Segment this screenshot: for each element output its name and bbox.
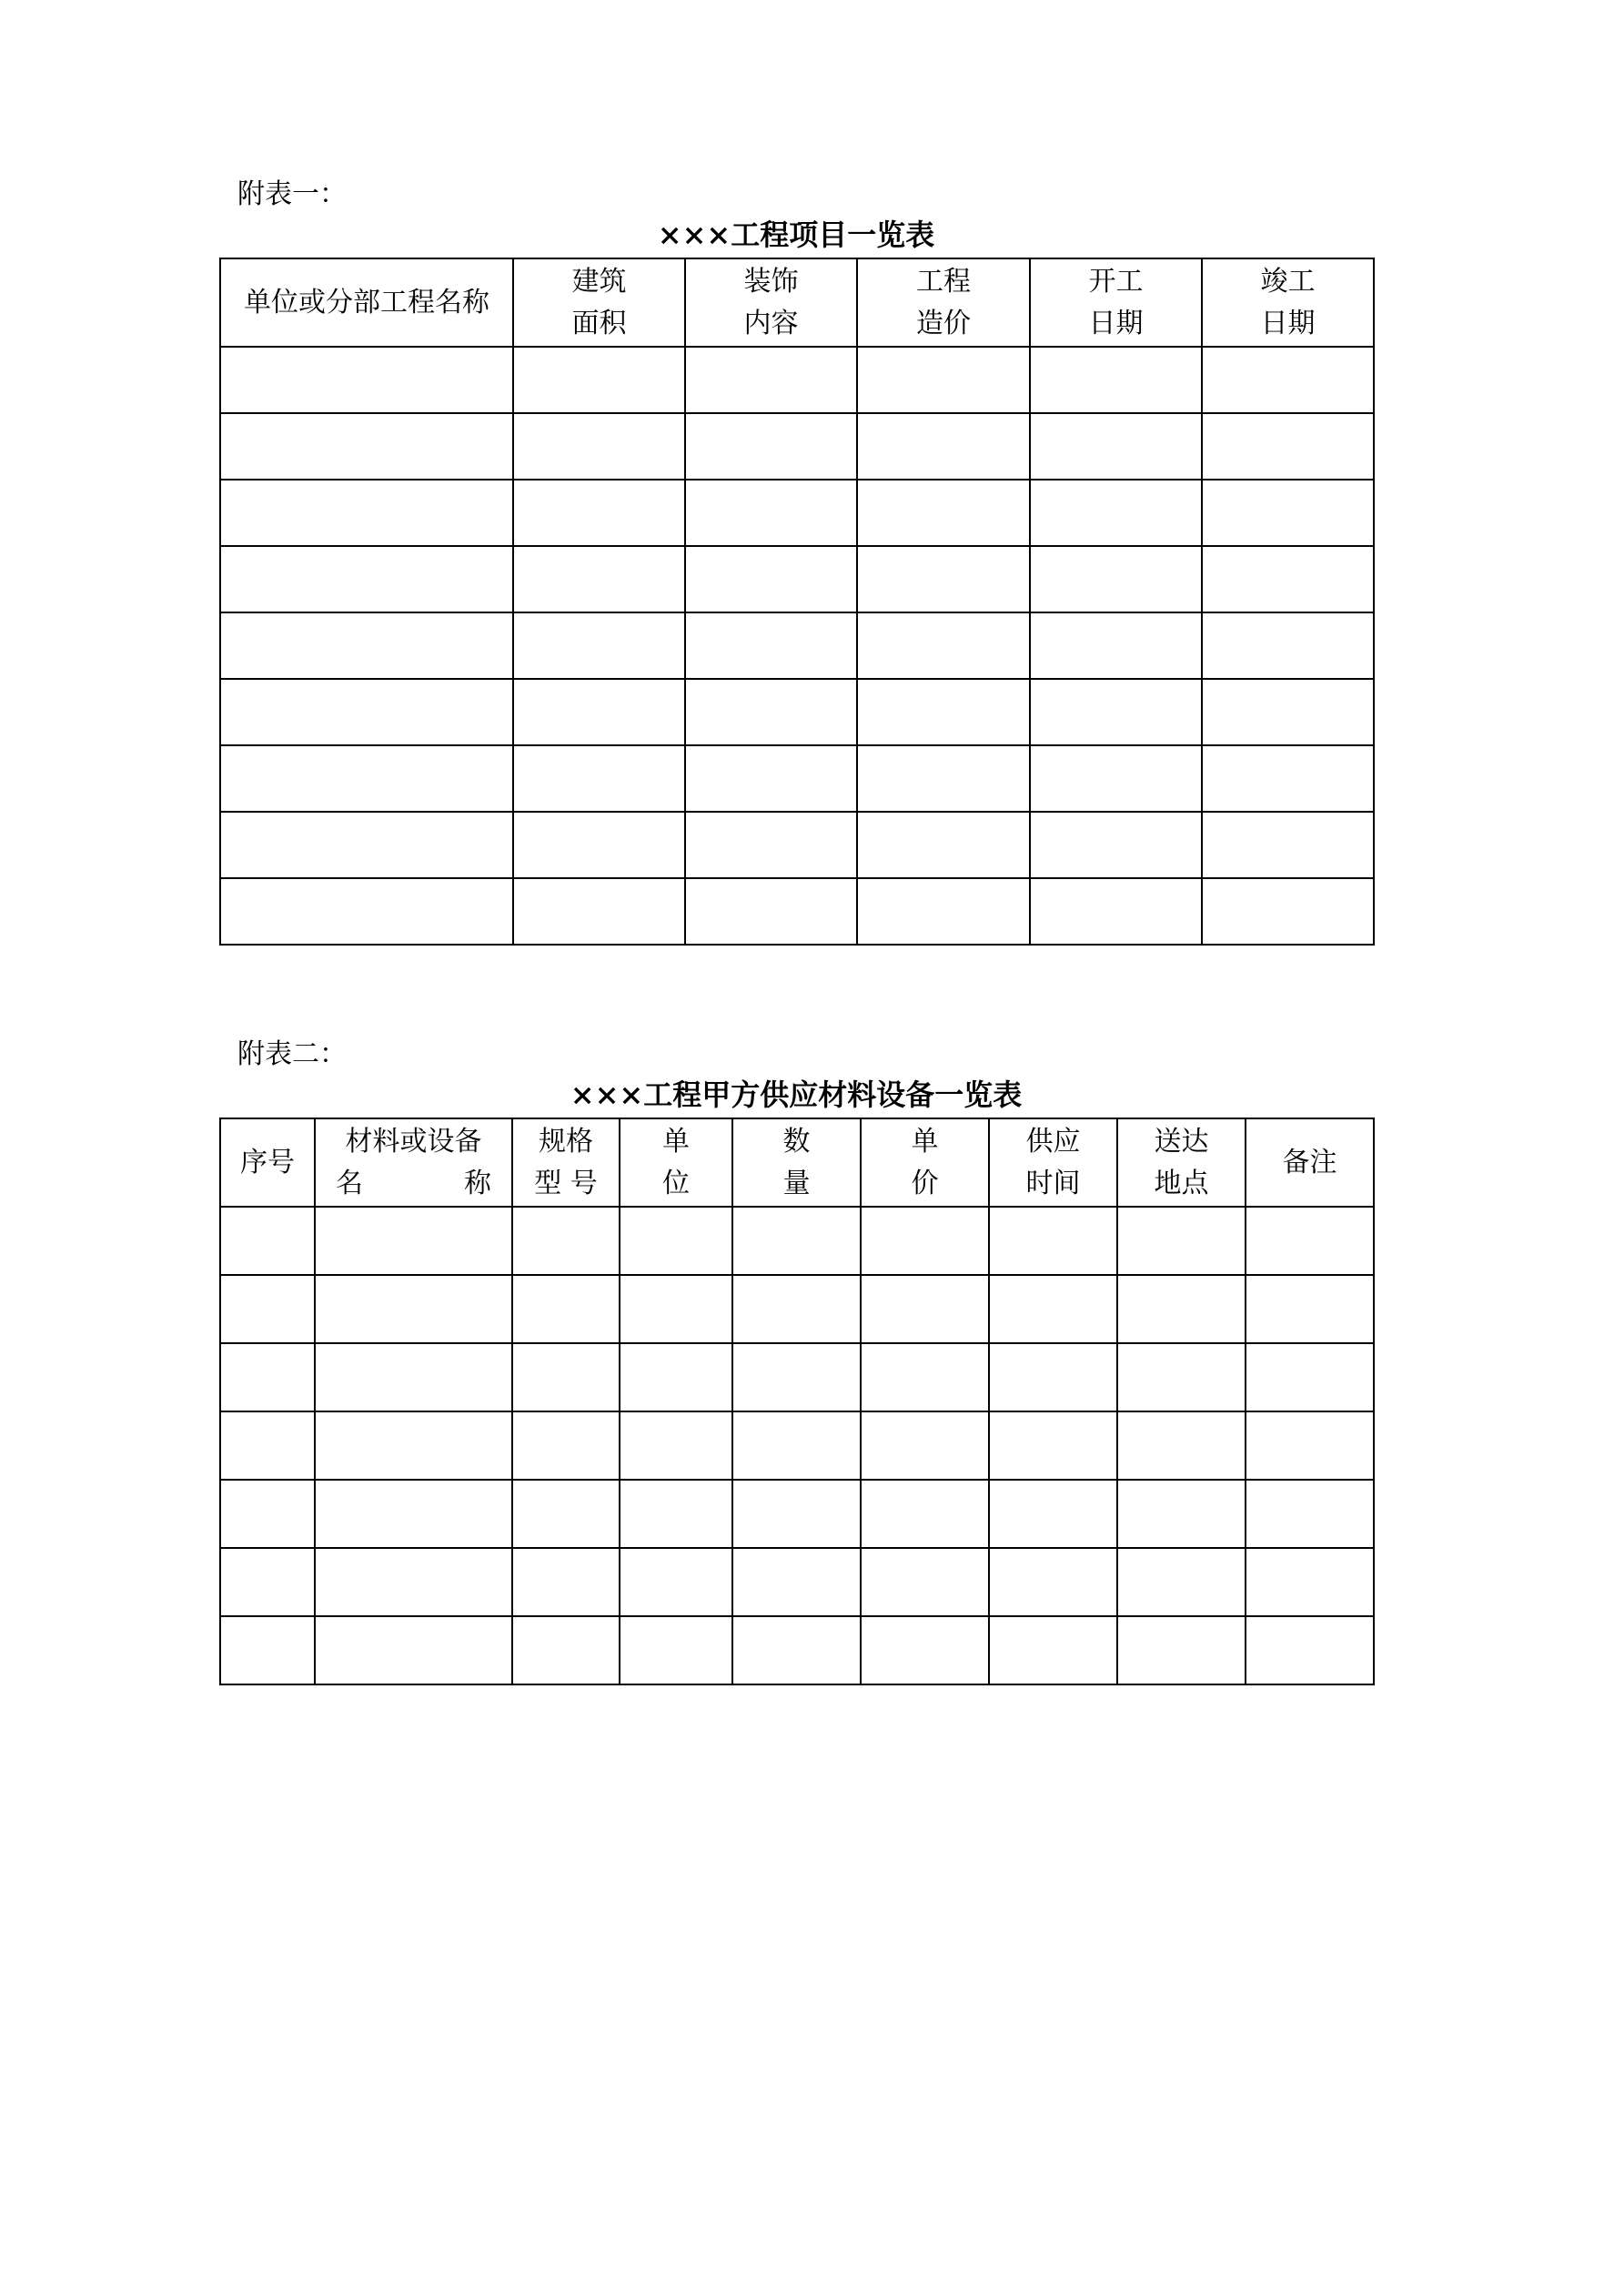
table2-cell xyxy=(1117,1207,1246,1275)
table1-cell xyxy=(1202,546,1374,612)
table2-cell xyxy=(1117,1548,1246,1616)
table1-row xyxy=(220,812,1374,878)
table1-cell xyxy=(857,347,1030,413)
table1-cell xyxy=(685,546,857,612)
table2-cell xyxy=(989,1411,1117,1480)
table1-cell xyxy=(220,745,513,812)
table2-cell xyxy=(1246,1343,1374,1411)
table2-cell xyxy=(1117,1411,1246,1480)
table2-cell xyxy=(861,1275,989,1343)
table2-cell xyxy=(861,1480,989,1548)
table2-cell xyxy=(315,1548,512,1616)
table2-row xyxy=(220,1616,1374,1684)
table2-cell xyxy=(1117,1275,1246,1343)
table2-cell xyxy=(220,1616,315,1684)
table1-row xyxy=(220,347,1374,413)
header-unit-price: 单 价 xyxy=(861,1118,989,1207)
table1-cell xyxy=(513,812,685,878)
header-material-name: 材料或设备 名 称 xyxy=(315,1118,512,1207)
table2-cell xyxy=(732,1411,861,1480)
table2-cell xyxy=(861,1207,989,1275)
table2-cell xyxy=(989,1207,1117,1275)
table2-cell xyxy=(1117,1616,1246,1684)
table1-cell xyxy=(1030,480,1202,546)
table2-cell xyxy=(1117,1480,1246,1548)
header-supply-time: 供应 时间 xyxy=(989,1118,1117,1207)
table2-cell xyxy=(512,1616,620,1684)
table1-cell xyxy=(1202,812,1374,878)
table1-cell xyxy=(857,745,1030,812)
table2-cell xyxy=(989,1343,1117,1411)
table2-row xyxy=(220,1207,1374,1275)
table2-cell xyxy=(861,1616,989,1684)
table1-cell xyxy=(1030,612,1202,679)
table1-cell xyxy=(220,413,513,480)
table2-cell xyxy=(732,1343,861,1411)
header-unit: 单 位 xyxy=(620,1118,732,1207)
table2-row xyxy=(220,1548,1374,1616)
table1-cell xyxy=(1202,347,1374,413)
table2-cell xyxy=(861,1411,989,1480)
table2-cell xyxy=(1246,1411,1374,1480)
table1-row xyxy=(220,878,1374,945)
table1-cell xyxy=(1202,878,1374,945)
table1-title: ×××工程项目一览表 xyxy=(657,217,935,252)
table2-row xyxy=(220,1480,1374,1548)
table2-cell xyxy=(220,1480,315,1548)
table1-row xyxy=(220,480,1374,546)
table2-cell xyxy=(1117,1343,1246,1411)
table2-cell xyxy=(620,1548,732,1616)
table1-cell xyxy=(1202,745,1374,812)
table1-cell xyxy=(685,612,857,679)
table1-cell xyxy=(220,546,513,612)
table2-cell xyxy=(989,1548,1117,1616)
table2-cell xyxy=(732,1275,861,1343)
table1-cell xyxy=(220,878,513,945)
table2-cell xyxy=(1246,1548,1374,1616)
table1-cell xyxy=(857,878,1030,945)
table2-cell xyxy=(989,1480,1117,1548)
table1-caption: 附表一： xyxy=(237,178,347,210)
table2-cell xyxy=(620,1480,732,1548)
table1-cell xyxy=(685,679,857,745)
header-project-cost: 工程 造价 xyxy=(857,258,1030,347)
table1-header-row xyxy=(220,258,1374,347)
table2-cell xyxy=(620,1616,732,1684)
table1-cell xyxy=(1030,413,1202,480)
table1-cell xyxy=(513,546,685,612)
table1-cell xyxy=(857,612,1030,679)
table1-cell xyxy=(220,612,513,679)
table1-cell xyxy=(220,347,513,413)
table2-cell xyxy=(989,1275,1117,1343)
table2-cell xyxy=(732,1548,861,1616)
table1-cell xyxy=(857,546,1030,612)
table2-row xyxy=(220,1275,1374,1343)
header-specification: 规格 型 号 xyxy=(512,1118,620,1207)
table1-cell xyxy=(513,745,685,812)
table2-cell xyxy=(220,1343,315,1411)
table1-cell xyxy=(1030,546,1202,612)
table2-cell xyxy=(732,1207,861,1275)
header-unit-name: 单位或分部工程名称 xyxy=(220,258,513,347)
material-supply-table xyxy=(219,1118,1375,1685)
table1-cell xyxy=(513,679,685,745)
table1-cell xyxy=(513,413,685,480)
table2-cell xyxy=(620,1343,732,1411)
table2-cell xyxy=(220,1548,315,1616)
table2-header-row xyxy=(220,1118,1374,1207)
table1-cell xyxy=(1030,347,1202,413)
table2-cell xyxy=(220,1411,315,1480)
header-remarks: 备注 xyxy=(1246,1118,1374,1207)
table2-cell xyxy=(512,1411,620,1480)
table2-cell xyxy=(861,1343,989,1411)
table2-title: ×××工程甲方供应材料设备一览表 xyxy=(570,1077,1023,1112)
table1-cell xyxy=(220,812,513,878)
table1-cell xyxy=(1202,612,1374,679)
table2-cell xyxy=(732,1480,861,1548)
table1-cell xyxy=(685,413,857,480)
table1-cell xyxy=(1030,679,1202,745)
table2-cell xyxy=(512,1480,620,1548)
table2-row xyxy=(220,1411,1374,1480)
table1-cell xyxy=(857,413,1030,480)
table2-cell xyxy=(861,1548,989,1616)
table1-row xyxy=(220,679,1374,745)
table2-cell xyxy=(315,1480,512,1548)
table2-cell xyxy=(315,1616,512,1684)
table1-cell xyxy=(685,812,857,878)
table2-cell xyxy=(1246,1275,1374,1343)
table1-cell xyxy=(1030,878,1202,945)
table2-cell xyxy=(220,1207,315,1275)
table2-cell xyxy=(620,1275,732,1343)
table1-row xyxy=(220,612,1374,679)
table1-cell xyxy=(513,612,685,679)
table1-cell xyxy=(857,679,1030,745)
table1-cell xyxy=(857,480,1030,546)
table1-cell xyxy=(1202,413,1374,480)
table2-cell xyxy=(315,1343,512,1411)
table1-cell xyxy=(685,745,857,812)
table1-row xyxy=(220,413,1374,480)
project-list-table xyxy=(219,258,1375,946)
table2-cell xyxy=(512,1548,620,1616)
table1-cell xyxy=(220,679,513,745)
header-completion-date: 竣工 日期 xyxy=(1202,258,1374,347)
header-decoration-content: 装饰 内容 xyxy=(685,258,857,347)
table2-cell xyxy=(620,1411,732,1480)
table1-cell xyxy=(685,878,857,945)
table1-cell xyxy=(1030,812,1202,878)
table2-cell xyxy=(512,1343,620,1411)
table1-cell xyxy=(685,347,857,413)
table1-cell xyxy=(220,480,513,546)
table2-cell xyxy=(315,1411,512,1480)
table2-cell xyxy=(1246,1616,1374,1684)
table2-cell xyxy=(1246,1207,1374,1275)
table2-cell xyxy=(512,1275,620,1343)
table1-cell xyxy=(857,812,1030,878)
table1-cell xyxy=(1030,745,1202,812)
table1-cell xyxy=(1202,480,1374,546)
table2-caption: 附表二： xyxy=(237,1038,347,1070)
table2-cell xyxy=(220,1275,315,1343)
header-start-date: 开工 日期 xyxy=(1030,258,1202,347)
header-quantity: 数 量 xyxy=(732,1118,861,1207)
table2-cell xyxy=(732,1616,861,1684)
table2-cell xyxy=(512,1207,620,1275)
header-delivery-location: 送达 地点 xyxy=(1117,1118,1246,1207)
table2-cell xyxy=(989,1616,1117,1684)
table1-cell xyxy=(513,347,685,413)
table2-cell xyxy=(620,1207,732,1275)
table2-cell xyxy=(1246,1480,1374,1548)
table1-cell xyxy=(685,480,857,546)
table1-cell xyxy=(513,878,685,945)
table1-row xyxy=(220,745,1374,812)
table2-row xyxy=(220,1343,1374,1411)
table1-cell xyxy=(513,480,685,546)
table2-cell xyxy=(315,1207,512,1275)
table2-cell xyxy=(315,1275,512,1343)
header-serial-number: 序号 xyxy=(220,1118,315,1207)
table1-row xyxy=(220,546,1374,612)
table1-cell xyxy=(1202,679,1374,745)
header-building-area: 建筑 面积 xyxy=(513,258,685,347)
